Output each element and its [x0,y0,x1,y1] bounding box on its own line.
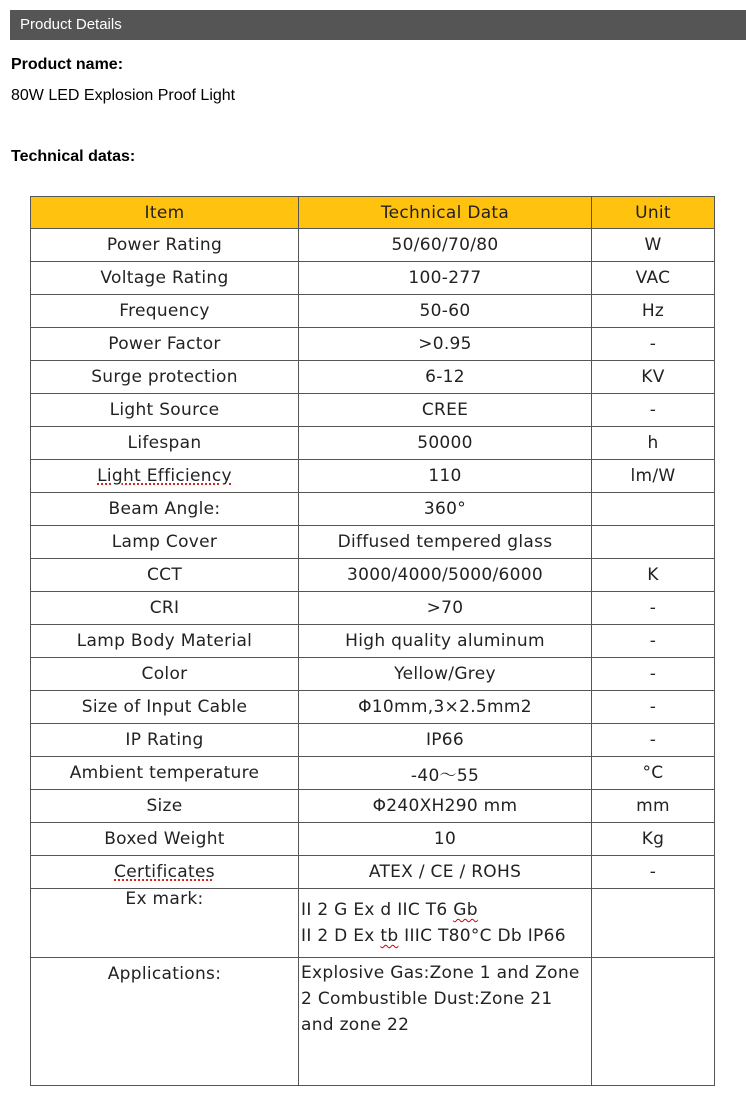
cell-technical-data: Yellow/Grey [299,658,592,691]
cell-technical-data: CREE [299,394,592,427]
technical-datas-label: Technical datas: [11,148,136,165]
cell-technical-data: High quality aluminum [299,625,592,658]
cell-unit: h [592,427,715,460]
cell-unit: - [592,691,715,724]
cell-applications-value: Explosive Gas:Zone 1 and Zone 2 Combustible Dust:Zone 21 and zone 22 [299,958,592,1086]
ex-mark-line2-a: II 2 D Ex [301,926,381,946]
cell-technical-data: 50000 [299,427,592,460]
product-name-label: Product name: [11,56,124,73]
table-row [31,361,715,394]
cell-unit: K [592,559,715,592]
table-row [31,658,715,691]
cell-technical-data: Φ10mm,3×2.5mm2 [299,691,592,724]
cell-item: Lamp Body Material [31,625,299,658]
table-row [31,295,715,328]
product-details-header [10,10,746,40]
cell-technical-data: Φ240XH290 mm [299,790,592,823]
cell-unit: - [592,328,715,361]
ex-mark-line1-a: II 2 G Ex d IIC T6 [301,900,454,920]
cell-unit: Kg [592,823,715,856]
product-name-value: 80W LED Explosion Proof Light [11,87,236,104]
cell-technical-data: IP66 [299,724,592,757]
table-row [31,625,715,658]
header-technical-data: Technical Data [299,197,592,229]
technical-data-table [30,196,715,1086]
table-row [31,427,715,460]
cell-unit: - [592,394,715,427]
cell-item: IP Rating [31,724,299,757]
header-title: Product Details [20,16,122,33]
table-row [31,592,715,625]
cell-technical-data: 10 [299,823,592,856]
cell-technical-data: 110 [299,460,592,493]
cell-unit: Hz [592,295,715,328]
table-row [31,757,715,790]
table-row [31,460,715,493]
cell-unit: KV [592,361,715,394]
cell-technical-data: 3000/4000/5000/6000 [299,559,592,592]
cell-item: Power Rating [31,229,299,262]
table-row [31,790,715,823]
table-row-applications [31,958,715,1086]
table-row [31,328,715,361]
cell-item: Size [31,790,299,823]
cell-technical-data: >70 [299,592,592,625]
cell-item: Boxed Weight [31,823,299,856]
cell-unit: W [592,229,715,262]
cell-item: Lamp Cover [31,526,299,559]
table-row [31,856,715,889]
cell-item: Ex mark: [31,889,299,958]
cell-unit: lm/W [592,460,715,493]
cell-unit: - [592,724,715,757]
cell-item: Power Factor [31,328,299,361]
cell-item: CCT [31,559,299,592]
cell-unit: - [592,625,715,658]
cell-item: Voltage Rating [31,262,299,295]
cell-unit [592,958,715,1086]
table-row [31,559,715,592]
cell-item: Beam Angle: [31,493,299,526]
cell-unit [592,889,715,958]
table-row-ex-mark [31,889,715,958]
cell-unit: - [592,592,715,625]
cell-item: CRI [31,592,299,625]
ex-mark-line1-b: Gb [453,900,478,920]
cell-technical-data: ATEX / CE / ROHS [299,856,592,889]
table-row [31,823,715,856]
cell-item: Certificates [31,856,299,889]
table-row [31,724,715,757]
cell-item: Frequency [31,295,299,328]
cell-technical-data: -40～55 [299,757,592,790]
cell-ex-mark-value [299,889,592,958]
cell-technical-data: 50-60 [299,295,592,328]
cell-unit: mm [592,790,715,823]
table-row [31,526,715,559]
cell-technical-data: 100-277 [299,262,592,295]
ex-mark-line2-b: tb [380,926,399,946]
cell-unit [592,526,715,559]
cell-item: Surge protection [31,361,299,394]
table-row [31,262,715,295]
cell-item: Applications: [31,958,299,1086]
header-unit: Unit [592,197,715,229]
cell-technical-data: Diffused tempered glass [299,526,592,559]
table-row [31,394,715,427]
cell-technical-data: 6-12 [299,361,592,394]
cell-unit: - [592,856,715,889]
cell-technical-data: 360° [299,493,592,526]
cell-item: Size of Input Cable [31,691,299,724]
header-item: Item [31,197,299,229]
cell-unit [592,493,715,526]
cell-item: Color [31,658,299,691]
cell-item: Light Source [31,394,299,427]
cell-item: Ambient temperature [31,757,299,790]
cell-item: Light Efficiency [31,460,299,493]
cell-unit: - [592,658,715,691]
cell-unit: VAC [592,262,715,295]
table-row [31,229,715,262]
cell-unit: °C [592,757,715,790]
cell-technical-data: 50/60/70/80 [299,229,592,262]
table-row [31,493,715,526]
table-header-row [31,197,715,229]
cell-item: Lifespan [31,427,299,460]
ex-mark-line2-c: IIIC T80°C Db IP66 [398,926,566,946]
cell-technical-data: >0.95 [299,328,592,361]
table-row [31,691,715,724]
